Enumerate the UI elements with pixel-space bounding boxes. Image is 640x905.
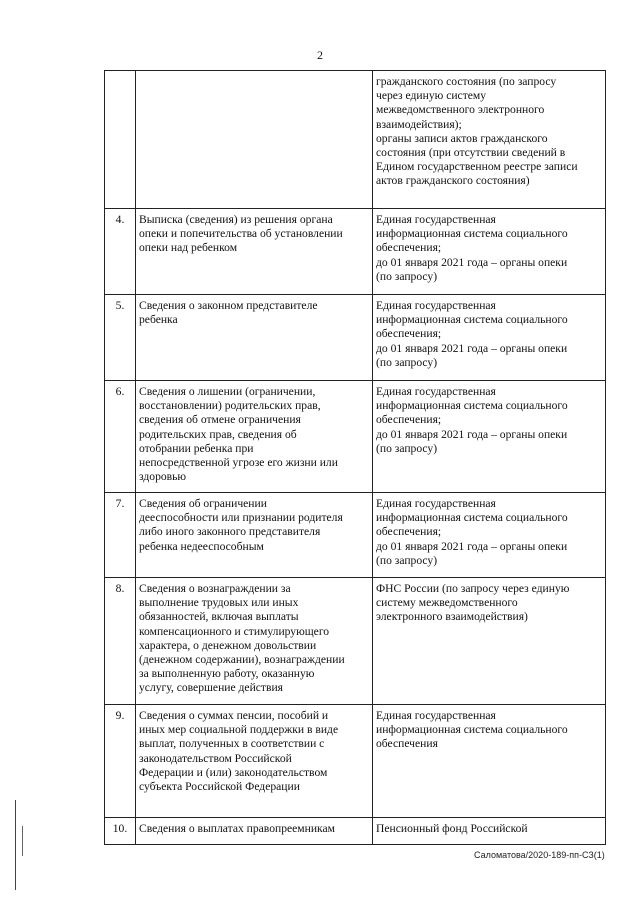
row-number: 9. bbox=[105, 705, 136, 818]
row-description: Сведения о законном представителе ребенка bbox=[136, 295, 373, 381]
table-row bbox=[105, 818, 606, 845]
row-number: 7. bbox=[105, 493, 136, 578]
row-description: Сведения об ограничении дееспособности или признании родителя либо иного законного представителя ребенка недееспособным bbox=[136, 493, 373, 578]
row-description: Сведения о вознаграждении за выполнение трудовых или иных обязанностей, включая выплаты компенсационного и стимулирующего характера, о денежном довольствии (денежном содержании), вознаграждении за выполненную работу, оказанную услугу, совершение действия bbox=[136, 578, 373, 705]
row-number: 6. bbox=[105, 381, 136, 493]
row-description: Сведения о суммах пенсии, пособий и иных мер социальной поддержки в виде выплат, полученных в соответствии с законодательством Российской Федерации и (или) законодательством субъекта Российской Федерации bbox=[136, 705, 373, 818]
table-row bbox=[105, 381, 606, 493]
row-number: 4. bbox=[105, 209, 136, 295]
row-description: Выписка (сведения) из решения органа опеки и попечительства об установлении опеки над ребенком bbox=[136, 209, 373, 295]
row-source: ФНС России (по запросу через единую систему межведомственного электронного взаимодействия) bbox=[373, 578, 606, 705]
page-number: 2 bbox=[317, 48, 323, 62]
table-row bbox=[105, 295, 606, 381]
table-row bbox=[105, 578, 606, 705]
row-number: 10. bbox=[105, 818, 136, 845]
row-number: 5. bbox=[105, 295, 136, 381]
document-code: Саломатова/2020-189-пп-СЗ(1) bbox=[474, 850, 605, 860]
table-row bbox=[105, 71, 606, 209]
row-source: Единая государственная информационная система социального обеспечения; до 01 января 2021 года – органы опеки (по запросу) bbox=[373, 295, 606, 381]
table-row bbox=[105, 705, 606, 818]
table-row bbox=[105, 209, 606, 295]
documents-table bbox=[104, 70, 606, 845]
scan-margin-line bbox=[15, 800, 16, 890]
row-description: Сведения о выплатах правопреемникам bbox=[136, 818, 373, 845]
row-description bbox=[136, 71, 373, 209]
row-source: Единая государственная информационная система социального обеспечения; до 01 января 2021 года – органы опеки (по запросу) bbox=[373, 381, 606, 493]
row-source: гражданского состояния (по запросу через единую систему межведомственного электронного взаимодействия); органы записи актов гражданского состояния (при отсутствии сведений в Едином государственном реестре записи актов гражданского состояния) bbox=[373, 71, 606, 209]
row-source: Единая государственная информационная система социального обеспечения; до 01 января 2021 года – органы опеки (по запросу) bbox=[373, 493, 606, 578]
row-description: Сведения о лишении (ограничении, восстановлении) родительских прав, сведения об отмене ограничения родительских прав, сведения об отобрании ребенка при непосредственной угрозе его жизни или здоровью bbox=[136, 381, 373, 493]
table-row bbox=[105, 493, 606, 578]
row-source: Единая государственная информационная система социального обеспечения bbox=[373, 705, 606, 818]
scan-margin-line bbox=[22, 826, 23, 856]
row-source: Единая государственная информационная система социального обеспечения; до 01 января 2021 года – органы опеки (по запросу) bbox=[373, 209, 606, 295]
row-number: 8. bbox=[105, 578, 136, 705]
row-number bbox=[105, 71, 136, 209]
row-source: Пенсионный фонд Российской bbox=[373, 818, 606, 845]
